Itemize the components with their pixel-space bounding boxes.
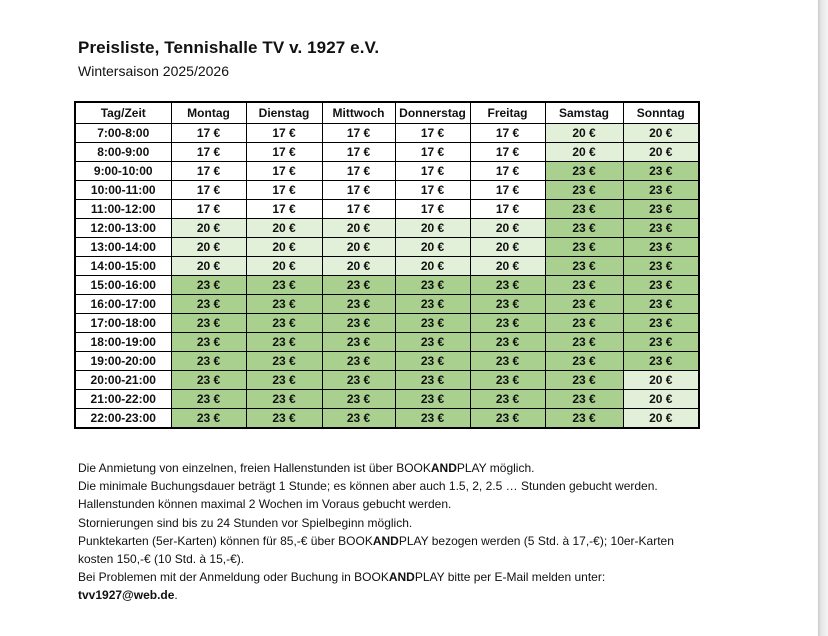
price-cell: 20 € bbox=[545, 143, 623, 162]
price-cell: 23 € bbox=[395, 314, 470, 333]
time-slot-cell: 21:00-22:00 bbox=[75, 390, 171, 409]
time-slot-cell: 22:00-23:00 bbox=[75, 409, 171, 429]
table-row bbox=[75, 371, 699, 390]
price-cell: 23 € bbox=[470, 295, 545, 314]
time-slot-cell: 18:00-19:00 bbox=[75, 333, 171, 352]
price-cell: 23 € bbox=[623, 200, 699, 219]
price-cell: 23 € bbox=[246, 390, 322, 409]
price-cell: 17 € bbox=[322, 162, 395, 181]
time-slot-cell: 11:00-12:00 bbox=[75, 200, 171, 219]
price-cell: 23 € bbox=[171, 276, 246, 295]
price-cell: 20 € bbox=[470, 257, 545, 276]
price-cell: 23 € bbox=[623, 219, 699, 238]
price-cell: 23 € bbox=[545, 200, 623, 219]
note-advance-booking: Hallenstunden können maximal 2 Wochen im Voraus gebucht werden. bbox=[78, 497, 452, 512]
price-cell: 23 € bbox=[545, 181, 623, 200]
note-text: PLAY bitte per E-Mail melden unter: bbox=[414, 570, 606, 585]
note-booking bbox=[78, 459, 718, 477]
price-cell: 20 € bbox=[246, 257, 322, 276]
price-cell: 20 € bbox=[623, 371, 699, 390]
table-row bbox=[75, 352, 699, 371]
header-day: Freitag bbox=[470, 102, 545, 124]
price-cell: 17 € bbox=[322, 143, 395, 162]
price-cell: 23 € bbox=[246, 352, 322, 371]
note-email-line bbox=[78, 586, 718, 604]
note-text: Die Anmietung von einzelnen, freien Hallenstunden ist über BOOK bbox=[78, 461, 431, 475]
time-slot-cell: 13:00-14:00 bbox=[75, 238, 171, 257]
price-cell: 20 € bbox=[395, 257, 470, 276]
price-cell: 23 € bbox=[246, 276, 322, 295]
price-cell: 23 € bbox=[545, 257, 623, 276]
price-cell: 23 € bbox=[171, 390, 246, 409]
price-cell: 20 € bbox=[171, 257, 246, 276]
contact-email[interactable]: tvv1927@web.de bbox=[78, 588, 175, 603]
note-text: . bbox=[174, 588, 178, 603]
header-day: Samstag bbox=[545, 102, 623, 124]
price-cell: 17 € bbox=[322, 181, 395, 200]
price-cell: 20 € bbox=[246, 219, 322, 238]
price-cell: 23 € bbox=[545, 333, 623, 352]
price-cell: 23 € bbox=[545, 390, 623, 409]
brand-emphasis: AND bbox=[388, 570, 415, 585]
table-row bbox=[75, 238, 699, 257]
price-cell: 23 € bbox=[623, 257, 699, 276]
price-cell: 17 € bbox=[171, 124, 246, 143]
price-table bbox=[74, 101, 700, 429]
note-text: PLAY möglich. bbox=[456, 461, 535, 475]
table-row bbox=[75, 409, 699, 429]
brand-emphasis: AND bbox=[430, 461, 457, 475]
header-time: Tag/Zeit bbox=[75, 102, 171, 124]
price-cell: 23 € bbox=[171, 295, 246, 314]
price-cell: 17 € bbox=[246, 124, 322, 143]
note-contact bbox=[78, 568, 718, 586]
time-slot-cell: 19:00-20:00 bbox=[75, 352, 171, 371]
time-slot-cell: 12:00-13:00 bbox=[75, 219, 171, 238]
time-slot-cell: 17:00-18:00 bbox=[75, 314, 171, 333]
price-cell: 20 € bbox=[623, 124, 699, 143]
time-slot-cell: 20:00-21:00 bbox=[75, 371, 171, 390]
price-cell: 23 € bbox=[545, 352, 623, 371]
price-cell: 17 € bbox=[395, 143, 470, 162]
price-cell: 23 € bbox=[171, 352, 246, 371]
time-slot-cell: 15:00-16:00 bbox=[75, 276, 171, 295]
price-cell: 23 € bbox=[623, 314, 699, 333]
table-body bbox=[75, 124, 699, 429]
price-cell: 17 € bbox=[171, 162, 246, 181]
table-row bbox=[75, 314, 699, 333]
price-cell: 23 € bbox=[322, 333, 395, 352]
header-day: Montag bbox=[171, 102, 246, 124]
price-cell: 23 € bbox=[395, 371, 470, 390]
price-cell: 17 € bbox=[246, 200, 322, 219]
table-row bbox=[75, 390, 699, 409]
time-slot-cell: 10:00-11:00 bbox=[75, 181, 171, 200]
price-cell: 17 € bbox=[395, 181, 470, 200]
page-edge-shadow bbox=[818, 0, 828, 636]
price-cell: 17 € bbox=[395, 162, 470, 181]
price-cell: 17 € bbox=[246, 162, 322, 181]
time-slot-cell: 7:00-8:00 bbox=[75, 124, 171, 143]
price-cell: 23 € bbox=[623, 352, 699, 371]
table-row bbox=[75, 295, 699, 314]
header-day: Dienstag bbox=[246, 102, 322, 124]
price-cell: 23 € bbox=[545, 371, 623, 390]
price-cell: 20 € bbox=[470, 219, 545, 238]
note-text: PLAY bezogen werden (5 Std. à 17,-€); 10er-Karten bbox=[398, 533, 674, 548]
price-cell: 23 € bbox=[545, 238, 623, 257]
price-cell: 20 € bbox=[395, 238, 470, 257]
price-cell: 23 € bbox=[545, 219, 623, 238]
price-cell: 23 € bbox=[623, 238, 699, 257]
price-cell: 17 € bbox=[470, 181, 545, 200]
price-cell: 17 € bbox=[470, 162, 545, 181]
price-cell: 20 € bbox=[322, 257, 395, 276]
time-slot-cell: 9:00-10:00 bbox=[75, 162, 171, 181]
price-cell: 17 € bbox=[246, 143, 322, 162]
note-punch-cards bbox=[78, 532, 718, 550]
price-cell: 17 € bbox=[470, 143, 545, 162]
brand-emphasis: AND bbox=[372, 533, 399, 548]
price-cell: 23 € bbox=[322, 390, 395, 409]
price-cell: 20 € bbox=[322, 238, 395, 257]
price-cell: 23 € bbox=[623, 333, 699, 352]
price-cell: 17 € bbox=[470, 124, 545, 143]
price-cell: 20 € bbox=[322, 219, 395, 238]
price-cell: 23 € bbox=[470, 371, 545, 390]
time-slot-cell: 14:00-15:00 bbox=[75, 257, 171, 276]
price-cell: 23 € bbox=[171, 333, 246, 352]
price-cell: 23 € bbox=[470, 314, 545, 333]
price-cell: 20 € bbox=[395, 219, 470, 238]
header-day: Donnerstag bbox=[395, 102, 470, 124]
price-cell: 17 € bbox=[395, 124, 470, 143]
price-cell: 23 € bbox=[545, 409, 623, 429]
price-cell: 17 € bbox=[171, 181, 246, 200]
note-min-duration: Die minimale Buchungsdauer beträgt 1 Stunde; es können aber auch 1.5, 2, 2.5 … Stunden gebucht werden. bbox=[78, 479, 658, 494]
header-day: Mittwoch bbox=[322, 102, 395, 124]
price-cell: 17 € bbox=[171, 200, 246, 219]
price-cell: 23 € bbox=[322, 276, 395, 295]
page-subtitle: Wintersaison 2025/2026 bbox=[78, 63, 229, 79]
price-cell: 23 € bbox=[322, 314, 395, 333]
price-cell: 23 € bbox=[545, 295, 623, 314]
price-cell: 20 € bbox=[623, 143, 699, 162]
table-row bbox=[75, 162, 699, 181]
price-cell: 23 € bbox=[623, 181, 699, 200]
time-slot-cell: 8:00-9:00 bbox=[75, 143, 171, 162]
price-cell: 23 € bbox=[395, 409, 470, 429]
price-cell: 23 € bbox=[322, 352, 395, 371]
price-cell: 23 € bbox=[322, 295, 395, 314]
price-cell: 23 € bbox=[623, 276, 699, 295]
page-title: Preisliste, Tennishalle TV v. 1927 e.V. bbox=[78, 38, 380, 57]
price-cell: 23 € bbox=[395, 295, 470, 314]
table-row bbox=[75, 200, 699, 219]
price-cell: 17 € bbox=[171, 143, 246, 162]
table-row bbox=[75, 124, 699, 143]
price-cell: 23 € bbox=[395, 352, 470, 371]
note-text: Bei Problemen mit der Anmeldung oder Buchung in BOOK bbox=[78, 570, 389, 585]
price-cell: 23 € bbox=[171, 409, 246, 429]
price-cell: 20 € bbox=[623, 390, 699, 409]
price-cell: 23 € bbox=[322, 371, 395, 390]
price-cell: 23 € bbox=[246, 371, 322, 390]
price-cell: 20 € bbox=[246, 238, 322, 257]
price-cell: 17 € bbox=[395, 200, 470, 219]
note-text: Punktekarten (5er-Karten) können für 85,-€ über BOOK bbox=[78, 533, 373, 548]
table-row bbox=[75, 276, 699, 295]
note-cancellation: Stornierungen sind bis zu 24 Stunden vor Spielbeginn möglich. bbox=[78, 515, 413, 530]
table-row bbox=[75, 181, 699, 200]
price-cell: 23 € bbox=[171, 314, 246, 333]
price-cell: 20 € bbox=[171, 238, 246, 257]
price-cell: 23 € bbox=[470, 390, 545, 409]
price-cell: 17 € bbox=[470, 200, 545, 219]
price-cell: 23 € bbox=[545, 162, 623, 181]
price-cell: 23 € bbox=[395, 390, 470, 409]
notes-section bbox=[78, 459, 718, 605]
price-cell: 17 € bbox=[322, 200, 395, 219]
table-row bbox=[75, 219, 699, 238]
price-cell: 23 € bbox=[322, 409, 395, 429]
table-row bbox=[75, 143, 699, 162]
price-cell: 23 € bbox=[623, 295, 699, 314]
price-cell: 17 € bbox=[322, 124, 395, 143]
table-header-row bbox=[75, 102, 699, 124]
header-day: Sonntag bbox=[623, 102, 699, 124]
price-cell: 23 € bbox=[171, 371, 246, 390]
price-cell: 23 € bbox=[395, 333, 470, 352]
price-cell: 20 € bbox=[171, 219, 246, 238]
note-punch-cards-cont: kosten 150,-€ (10 Std. à 15,-€). bbox=[78, 552, 245, 567]
price-cell: 23 € bbox=[470, 276, 545, 295]
price-cell: 20 € bbox=[545, 124, 623, 143]
table-row bbox=[75, 257, 699, 276]
price-cell: 23 € bbox=[545, 276, 623, 295]
price-cell: 20 € bbox=[470, 238, 545, 257]
price-cell: 23 € bbox=[246, 409, 322, 429]
time-slot-cell: 16:00-17:00 bbox=[75, 295, 171, 314]
price-cell: 23 € bbox=[246, 314, 322, 333]
price-cell: 20 € bbox=[623, 409, 699, 429]
price-cell: 23 € bbox=[470, 333, 545, 352]
table-row bbox=[75, 333, 699, 352]
price-cell: 17 € bbox=[246, 181, 322, 200]
price-cell: 23 € bbox=[470, 352, 545, 371]
price-cell: 23 € bbox=[545, 314, 623, 333]
price-cell: 23 € bbox=[395, 276, 470, 295]
price-cell: 23 € bbox=[246, 333, 322, 352]
price-cell: 23 € bbox=[246, 295, 322, 314]
price-cell: 23 € bbox=[470, 409, 545, 429]
price-cell: 23 € bbox=[623, 162, 699, 181]
